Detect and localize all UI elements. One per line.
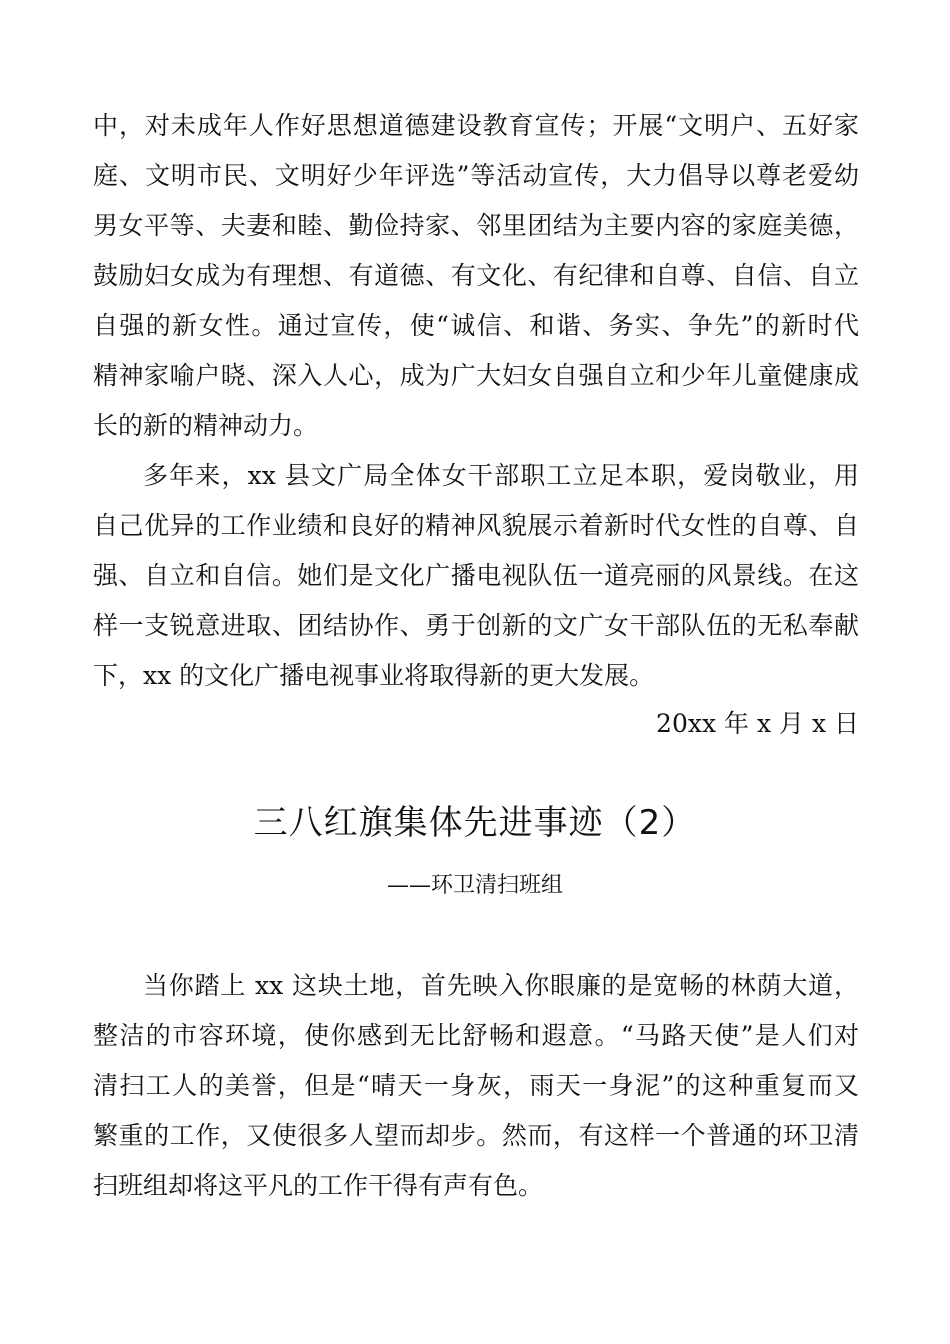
paragraph-line: 清扫工人的美誉，但是“晴天一身灰，雨天一身泥”的这种重复而又	[93, 1071, 859, 1100]
paragraph-line: 扫班组却将这平凡的工作干得有声有色。	[93, 1171, 544, 1200]
paragraph-line: 强、自立和自信。她们是文化广播电视队伍一道亮丽的风景线。在这	[93, 561, 859, 590]
paragraph-line: 男女平等、夫妻和睦、勤俭持家、邻里团结为主要内容的家庭美德，	[93, 211, 859, 240]
paragraph-line: 样一支锐意进取、团结协作、勇于创新的文广女干部队伍的无私奉献	[93, 611, 859, 640]
paragraph-line: 庭、文明市民、文明好少年评选”等活动宣传，大力倡导以尊老爱幼	[93, 161, 859, 190]
paragraph-line: 精神家喻户晓、深入人心，成为广大妇女自强自立和少年儿童健康成	[93, 361, 859, 390]
paragraph-line: 中，对未成年人作好思想道德建设教育宣传；开展“文明户、五好家	[93, 111, 859, 140]
paragraph-line: 下，xx 的文化广播电视事业将取得新的更大发展。	[93, 661, 655, 690]
paragraph-line: 整洁的市容环境，使你感到无比舒畅和遐意。“马路天使”是人们对	[93, 1021, 859, 1050]
paragraph-line: 自己优异的工作业绩和良好的精神风貌展示着新时代女性的自尊、自	[93, 511, 859, 540]
paragraph-line: 长的新的精神动力。	[93, 411, 319, 440]
section-subtitle: ——环卫清扫班组	[386, 873, 563, 898]
paragraph-line: 鼓励妇女成为有理想、有道德、有文化、有纪律和自尊、自信、自立	[93, 261, 859, 290]
paragraph-line: 当你踏上 xx 这块土地，首先映入你眼廉的是宽畅的林荫大道，	[143, 971, 859, 1000]
paragraph-line: 自强的新女性。通过宣传，使“诚信、和谐、务实、争先”的新时代	[93, 311, 859, 340]
section-title: 三八红旗集体先进事迹（2）	[253, 803, 697, 843]
paragraph-line: 繁重的工作，又使很多人望而却步。然而，有这样一个普通的环卫清	[93, 1121, 859, 1150]
paragraph-line: 多年来，xx 县文广局全体女干部职工立足本职，爱岗敬业，用	[143, 461, 859, 490]
document-date: 20xx 年 x 月 x 日	[656, 709, 859, 738]
